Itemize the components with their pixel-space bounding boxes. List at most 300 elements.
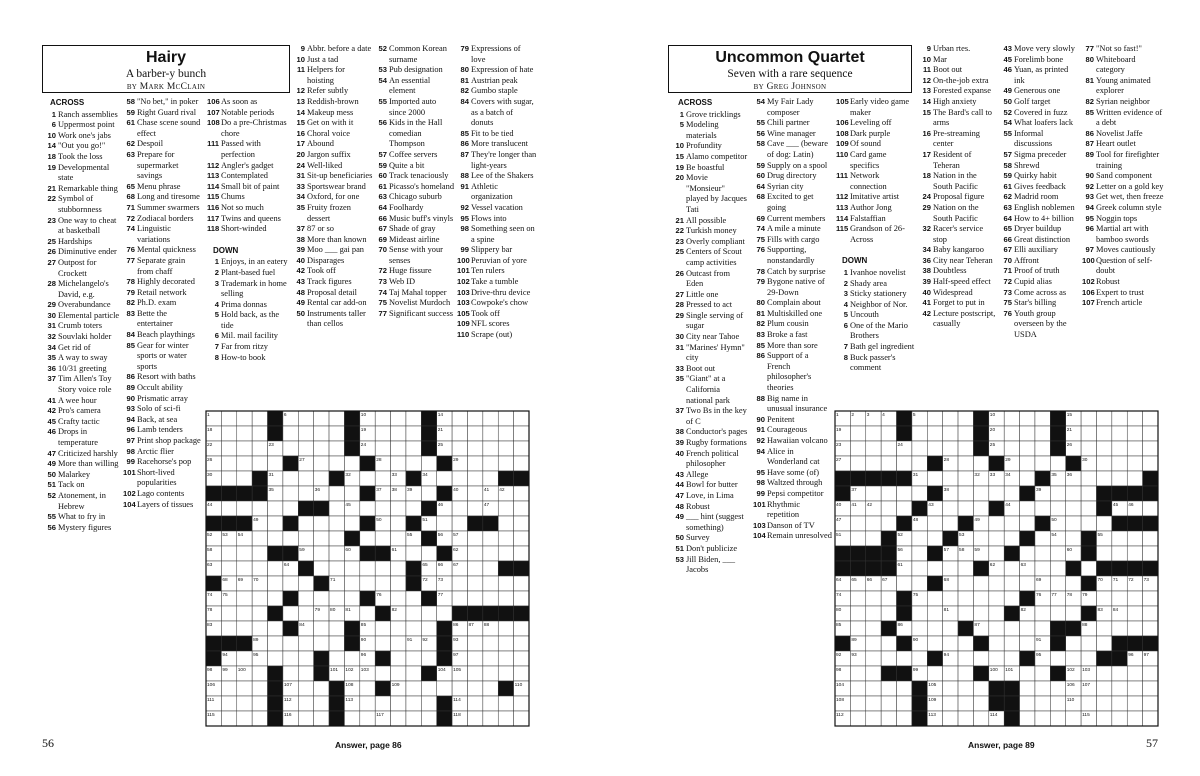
grid-cell[interactable] — [1112, 696, 1127, 711]
grid-cell[interactable] — [1143, 696, 1158, 711]
grid-cell[interactable] — [881, 441, 896, 456]
grid-cell[interactable] — [375, 561, 390, 576]
grid-cell[interactable] — [1096, 426, 1111, 441]
grid-cell[interactable] — [375, 441, 390, 456]
grid-cell[interactable] — [391, 426, 406, 441]
grid-cell[interactable] — [1035, 666, 1050, 681]
grid-cell[interactable] — [221, 471, 236, 486]
grid-cell[interactable] — [329, 456, 344, 471]
grid-cell[interactable] — [1096, 621, 1111, 636]
grid-cell[interactable] — [360, 576, 375, 591]
grid-cell[interactable] — [360, 501, 375, 516]
grid-cell[interactable] — [467, 576, 482, 591]
grid-cell[interactable] — [866, 606, 881, 621]
grid-cell[interactable] — [1112, 531, 1127, 546]
grid-cell[interactable] — [1127, 531, 1142, 546]
grid-cell[interactable] — [927, 636, 942, 651]
grid-cell[interactable] — [221, 546, 236, 561]
grid-cell[interactable] — [973, 696, 988, 711]
grid-cell[interactable] — [344, 456, 359, 471]
grid-cell[interactable] — [498, 426, 513, 441]
grid-cell[interactable] — [298, 651, 313, 666]
grid-cell[interactable] — [314, 516, 329, 531]
grid-cell[interactable] — [237, 411, 252, 426]
grid-cell[interactable] — [958, 681, 973, 696]
grid-cell[interactable] — [375, 621, 390, 636]
grid-cell[interactable] — [437, 516, 452, 531]
grid-cell[interactable] — [1050, 501, 1065, 516]
grid-cell[interactable] — [329, 591, 344, 606]
grid-cell[interactable] — [1127, 591, 1142, 606]
grid-cell[interactable] — [1020, 456, 1035, 471]
grid-cell[interactable] — [237, 606, 252, 621]
crossword-grid[interactable] — [834, 410, 1159, 727]
grid-cell[interactable] — [452, 516, 467, 531]
grid-cell[interactable] — [1035, 696, 1050, 711]
grid-cell[interactable] — [1035, 681, 1050, 696]
grid-cell[interactable] — [958, 711, 973, 726]
grid-cell[interactable] — [252, 711, 267, 726]
grid-cell[interactable] — [498, 411, 513, 426]
grid-cell[interactable] — [1112, 666, 1127, 681]
grid-cell[interactable] — [483, 441, 498, 456]
grid-cell[interactable] — [912, 531, 927, 546]
grid-cell[interactable] — [421, 486, 436, 501]
grid-cell[interactable] — [268, 561, 283, 576]
grid-cell[interactable] — [958, 651, 973, 666]
grid-cell[interactable] — [391, 411, 406, 426]
grid-cell[interactable] — [1066, 576, 1081, 591]
grid-cell[interactable] — [1143, 666, 1158, 681]
grid-cell[interactable] — [1112, 621, 1127, 636]
grid-cell[interactable] — [1066, 606, 1081, 621]
grid-cell[interactable] — [514, 651, 529, 666]
grid-cell[interactable] — [1004, 621, 1019, 636]
grid-cell[interactable] — [467, 501, 482, 516]
grid-cell[interactable] — [973, 486, 988, 501]
grid-cell[interactable] — [421, 546, 436, 561]
grid-cell[interactable] — [1050, 576, 1065, 591]
grid-cell[interactable] — [1112, 411, 1127, 426]
grid-cell[interactable] — [360, 471, 375, 486]
grid-cell[interactable] — [391, 621, 406, 636]
grid-cell[interactable] — [927, 411, 942, 426]
grid-cell[interactable] — [421, 711, 436, 726]
grid-cell[interactable] — [1004, 411, 1019, 426]
grid-cell[interactable] — [927, 591, 942, 606]
grid-cell[interactable] — [1050, 456, 1065, 471]
grid-cell[interactable] — [283, 666, 298, 681]
grid-cell[interactable] — [958, 666, 973, 681]
grid-cell[interactable] — [283, 486, 298, 501]
grid-cell[interactable] — [421, 681, 436, 696]
grid-cell[interactable] — [329, 621, 344, 636]
grid-cell[interactable] — [1143, 411, 1158, 426]
grid-cell[interactable] — [927, 516, 942, 531]
grid-cell[interactable] — [1066, 636, 1081, 651]
grid-cell[interactable] — [314, 636, 329, 651]
grid-cell[interactable] — [360, 711, 375, 726]
grid-cell[interactable] — [943, 516, 958, 531]
grid-cell[interactable] — [1127, 621, 1142, 636]
grid-cell[interactable] — [221, 606, 236, 621]
grid-cell[interactable] — [406, 651, 421, 666]
grid-cell[interactable] — [1035, 531, 1050, 546]
grid-cell[interactable] — [1035, 411, 1050, 426]
grid-cell[interactable] — [314, 456, 329, 471]
grid-cell[interactable] — [1127, 681, 1142, 696]
grid-cell[interactable] — [329, 561, 344, 576]
grid-cell[interactable] — [514, 636, 529, 651]
grid-cell[interactable] — [989, 486, 1004, 501]
grid-cell[interactable] — [989, 531, 1004, 546]
grid-cell[interactable] — [314, 411, 329, 426]
grid-cell[interactable] — [360, 561, 375, 576]
grid-cell[interactable] — [483, 411, 498, 426]
grid-cell[interactable] — [958, 441, 973, 456]
grid-cell[interactable] — [1081, 426, 1096, 441]
grid-cell[interactable] — [329, 486, 344, 501]
grid-cell[interactable] — [881, 606, 896, 621]
grid-cell[interactable] — [252, 621, 267, 636]
grid-cell[interactable] — [221, 426, 236, 441]
grid-cell[interactable] — [958, 606, 973, 621]
grid-cell[interactable] — [329, 411, 344, 426]
grid-cell[interactable] — [866, 621, 881, 636]
grid-cell[interactable] — [912, 486, 927, 501]
grid-cell[interactable] — [252, 561, 267, 576]
grid-cell[interactable] — [927, 531, 942, 546]
grid-cell[interactable] — [514, 441, 529, 456]
grid-cell[interactable] — [866, 666, 881, 681]
grid-cell[interactable] — [452, 441, 467, 456]
grid-cell[interactable] — [421, 606, 436, 621]
grid-cell[interactable] — [989, 516, 1004, 531]
grid-cell[interactable] — [897, 711, 912, 726]
grid-cell[interactable] — [1004, 531, 1019, 546]
grid-cell[interactable] — [252, 606, 267, 621]
grid-cell[interactable] — [391, 561, 406, 576]
grid-cell[interactable] — [1081, 441, 1096, 456]
grid-cell[interactable] — [881, 426, 896, 441]
grid-cell[interactable] — [375, 696, 390, 711]
grid-cell[interactable] — [237, 456, 252, 471]
grid-cell[interactable] — [452, 591, 467, 606]
grid-cell[interactable] — [514, 696, 529, 711]
grid-cell[interactable] — [375, 426, 390, 441]
grid-cell[interactable] — [850, 621, 865, 636]
grid-cell[interactable] — [1112, 591, 1127, 606]
grid-cell[interactable] — [881, 456, 896, 471]
grid-cell[interactable] — [514, 711, 529, 726]
grid-cell[interactable] — [1035, 561, 1050, 576]
grid-cell[interactable] — [406, 546, 421, 561]
grid-cell[interactable] — [298, 666, 313, 681]
grid-cell[interactable] — [1143, 606, 1158, 621]
grid-cell[interactable] — [1081, 516, 1096, 531]
grid-cell[interactable] — [943, 636, 958, 651]
grid-cell[interactable] — [850, 456, 865, 471]
grid-cell[interactable] — [314, 591, 329, 606]
grid-cell[interactable] — [912, 441, 927, 456]
grid-cell[interactable] — [268, 501, 283, 516]
grid-cell[interactable] — [514, 411, 529, 426]
grid-cell[interactable] — [1050, 486, 1065, 501]
grid-cell[interactable] — [850, 681, 865, 696]
grid-cell[interactable] — [973, 711, 988, 726]
grid-cell[interactable] — [498, 501, 513, 516]
grid-cell[interactable] — [498, 621, 513, 636]
grid-cell[interactable] — [1004, 516, 1019, 531]
grid-cell[interactable] — [989, 621, 1004, 636]
grid-cell[interactable] — [897, 681, 912, 696]
grid-cell[interactable] — [467, 561, 482, 576]
grid-cell[interactable] — [252, 666, 267, 681]
grid-cell[interactable] — [268, 621, 283, 636]
grid-cell[interactable] — [360, 531, 375, 546]
grid-cell[interactable] — [927, 666, 942, 681]
grid-cell[interactable] — [421, 696, 436, 711]
grid-cell[interactable] — [1020, 696, 1035, 711]
grid-cell[interactable] — [483, 546, 498, 561]
grid-cell[interactable] — [958, 696, 973, 711]
grid-cell[interactable] — [1020, 471, 1035, 486]
grid-cell[interactable] — [1127, 471, 1142, 486]
grid-cell[interactable] — [1112, 426, 1127, 441]
grid-cell[interactable] — [912, 621, 927, 636]
grid-cell[interactable] — [912, 651, 927, 666]
grid-cell[interactable] — [927, 561, 942, 576]
grid-cell[interactable] — [1050, 711, 1065, 726]
grid-cell[interactable] — [1127, 411, 1142, 426]
grid-cell[interactable] — [314, 531, 329, 546]
grid-cell[interactable] — [237, 651, 252, 666]
grid-cell[interactable] — [1020, 636, 1035, 651]
grid-cell[interactable] — [391, 696, 406, 711]
grid-cell[interactable] — [391, 636, 406, 651]
grid-cell[interactable] — [467, 546, 482, 561]
grid-cell[interactable] — [391, 516, 406, 531]
grid-cell[interactable] — [237, 711, 252, 726]
grid-cell[interactable] — [237, 681, 252, 696]
grid-cell[interactable] — [375, 471, 390, 486]
grid-cell[interactable] — [958, 456, 973, 471]
grid-cell[interactable] — [1143, 591, 1158, 606]
grid-cell[interactable] — [881, 501, 896, 516]
grid-cell[interactable] — [375, 636, 390, 651]
grid-cell[interactable] — [467, 531, 482, 546]
grid-cell[interactable] — [391, 711, 406, 726]
grid-cell[interactable] — [221, 456, 236, 471]
grid-cell[interactable] — [881, 486, 896, 501]
grid-cell[interactable] — [973, 576, 988, 591]
grid-cell[interactable] — [298, 711, 313, 726]
grid-cell[interactable] — [866, 456, 881, 471]
grid-cell[interactable] — [943, 426, 958, 441]
grid-cell[interactable] — [483, 426, 498, 441]
grid-cell[interactable] — [1127, 666, 1142, 681]
grid-cell[interactable] — [314, 441, 329, 456]
grid-cell[interactable] — [314, 561, 329, 576]
grid-cell[interactable] — [958, 636, 973, 651]
grid-cell[interactable] — [866, 711, 881, 726]
grid-cell[interactable] — [943, 501, 958, 516]
grid-cell[interactable] — [437, 606, 452, 621]
grid-cell[interactable] — [391, 456, 406, 471]
grid-cell[interactable] — [252, 546, 267, 561]
grid-cell[interactable] — [897, 576, 912, 591]
grid-cell[interactable] — [268, 591, 283, 606]
grid-cell[interactable] — [344, 486, 359, 501]
grid-cell[interactable] — [329, 441, 344, 456]
grid-cell[interactable] — [1004, 636, 1019, 651]
grid-cell[interactable] — [283, 441, 298, 456]
grid-cell[interactable] — [283, 426, 298, 441]
grid-cell[interactable] — [467, 591, 482, 606]
grid-cell[interactable] — [221, 696, 236, 711]
grid-cell[interactable] — [1127, 546, 1142, 561]
grid-cell[interactable] — [298, 636, 313, 651]
grid-cell[interactable] — [973, 606, 988, 621]
grid-cell[interactable] — [1127, 426, 1142, 441]
grid-cell[interactable] — [298, 591, 313, 606]
grid-cell[interactable] — [298, 441, 313, 456]
grid-cell[interactable] — [1004, 441, 1019, 456]
grid-cell[interactable] — [850, 711, 865, 726]
grid-cell[interactable] — [1096, 591, 1111, 606]
grid-cell[interactable] — [483, 681, 498, 696]
grid-cell[interactable] — [1143, 621, 1158, 636]
grid-cell[interactable] — [237, 501, 252, 516]
grid-cell[interactable] — [360, 696, 375, 711]
grid-cell[interactable] — [943, 681, 958, 696]
grid-cell[interactable] — [850, 591, 865, 606]
grid-cell[interactable] — [483, 531, 498, 546]
grid-cell[interactable] — [314, 426, 329, 441]
grid-cell[interactable] — [268, 651, 283, 666]
grid-cell[interactable] — [283, 501, 298, 516]
grid-cell[interactable] — [298, 486, 313, 501]
grid-cell[interactable] — [912, 606, 927, 621]
grid-cell[interactable] — [329, 651, 344, 666]
grid-cell[interactable] — [1066, 516, 1081, 531]
grid-cell[interactable] — [1020, 711, 1035, 726]
grid-cell[interactable] — [897, 651, 912, 666]
grid-cell[interactable] — [514, 621, 529, 636]
grid-cell[interactable] — [268, 576, 283, 591]
grid-cell[interactable] — [973, 681, 988, 696]
grid-cell[interactable] — [314, 681, 329, 696]
grid-cell[interactable] — [314, 621, 329, 636]
grid-cell[interactable] — [452, 501, 467, 516]
grid-cell[interactable] — [298, 426, 313, 441]
grid-cell[interactable] — [329, 516, 344, 531]
grid-cell[interactable] — [283, 606, 298, 621]
grid-cell[interactable] — [344, 561, 359, 576]
grid-cell[interactable] — [973, 531, 988, 546]
grid-cell[interactable] — [1112, 546, 1127, 561]
grid-cell[interactable] — [1127, 456, 1142, 471]
grid-cell[interactable] — [252, 441, 267, 456]
grid-cell[interactable] — [421, 651, 436, 666]
grid-cell[interactable] — [1050, 696, 1065, 711]
grid-cell[interactable] — [1035, 546, 1050, 561]
grid-cell[interactable] — [391, 531, 406, 546]
grid-cell[interactable] — [375, 501, 390, 516]
grid-cell[interactable] — [866, 441, 881, 456]
grid-cell[interactable] — [514, 516, 529, 531]
grid-cell[interactable] — [314, 696, 329, 711]
grid-cell[interactable] — [1004, 651, 1019, 666]
grid-cell[interactable] — [1050, 651, 1065, 666]
grid-cell[interactable] — [483, 561, 498, 576]
grid-cell[interactable] — [866, 681, 881, 696]
grid-cell[interactable] — [866, 426, 881, 441]
grid-cell[interactable] — [314, 711, 329, 726]
grid-cell[interactable] — [912, 546, 927, 561]
grid-cell[interactable] — [467, 711, 482, 726]
grid-cell[interactable] — [221, 501, 236, 516]
grid-cell[interactable] — [850, 516, 865, 531]
grid-cell[interactable] — [943, 411, 958, 426]
grid-cell[interactable] — [1066, 501, 1081, 516]
grid-cell[interactable] — [943, 711, 958, 726]
grid-cell[interactable] — [452, 426, 467, 441]
grid-cell[interactable] — [881, 681, 896, 696]
grid-cell[interactable] — [973, 501, 988, 516]
grid-cell[interactable] — [1143, 426, 1158, 441]
grid-cell[interactable] — [298, 471, 313, 486]
grid-cell[interactable] — [973, 591, 988, 606]
grid-cell[interactable] — [498, 531, 513, 546]
grid-cell[interactable] — [221, 561, 236, 576]
grid-cell[interactable] — [298, 531, 313, 546]
grid-cell[interactable] — [498, 576, 513, 591]
grid-cell[interactable] — [452, 681, 467, 696]
grid-cell[interactable] — [1096, 471, 1111, 486]
grid-cell[interactable] — [329, 546, 344, 561]
grid-cell[interactable] — [406, 681, 421, 696]
grid-cell[interactable] — [375, 411, 390, 426]
grid-cell[interactable] — [391, 501, 406, 516]
grid-cell[interactable] — [958, 486, 973, 501]
grid-cell[interactable] — [1020, 411, 1035, 426]
grid-cell[interactable] — [1020, 501, 1035, 516]
grid-cell[interactable] — [850, 606, 865, 621]
grid-cell[interactable] — [237, 621, 252, 636]
grid-cell[interactable] — [989, 591, 1004, 606]
grid-cell[interactable] — [927, 606, 942, 621]
grid-cell[interactable] — [1035, 606, 1050, 621]
grid-cell[interactable] — [483, 651, 498, 666]
grid-cell[interactable] — [850, 426, 865, 441]
grid-cell[interactable] — [1050, 561, 1065, 576]
grid-cell[interactable] — [252, 681, 267, 696]
grid-cell[interactable] — [1050, 681, 1065, 696]
grid-cell[interactable] — [483, 636, 498, 651]
grid-cell[interactable] — [927, 471, 942, 486]
grid-cell[interactable] — [344, 576, 359, 591]
grid-cell[interactable] — [514, 546, 529, 561]
grid-cell[interactable] — [1096, 696, 1111, 711]
grid-cell[interactable] — [1004, 486, 1019, 501]
grid-cell[interactable] — [1081, 411, 1096, 426]
grid-cell[interactable] — [958, 426, 973, 441]
grid-cell[interactable] — [943, 561, 958, 576]
grid-cell[interactable] — [498, 651, 513, 666]
grid-cell[interactable] — [897, 696, 912, 711]
grid-cell[interactable] — [1096, 516, 1111, 531]
